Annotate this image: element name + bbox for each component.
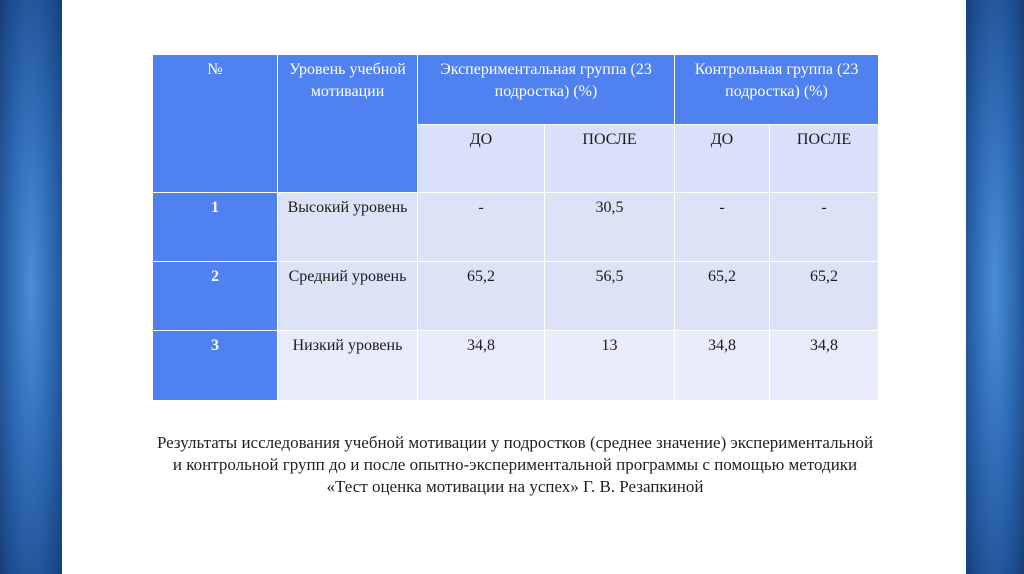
cell-value: 56,5 xyxy=(545,262,675,331)
table-row xyxy=(153,262,879,331)
slide xyxy=(62,0,966,574)
table-row xyxy=(153,331,879,401)
subheader-ctrl-after: ПОСЛЕ xyxy=(770,125,879,193)
row-level: Средний уровень xyxy=(278,262,418,331)
row-number: 1 xyxy=(153,193,278,262)
subheader-exp-after: ПОСЛЕ xyxy=(545,125,675,193)
row-number: 2 xyxy=(153,262,278,331)
row-level: Высокий уровень xyxy=(278,193,418,262)
cell-value: 30,5 xyxy=(545,193,675,262)
background-left-panel xyxy=(0,0,62,574)
header-number: № xyxy=(153,55,278,193)
background-right-panel xyxy=(966,0,1024,574)
table-row xyxy=(153,193,879,262)
subheader-exp-before: ДО xyxy=(418,125,545,193)
cell-value: 65,2 xyxy=(418,262,545,331)
cell-value: 34,8 xyxy=(770,331,879,401)
cell-value: - xyxy=(770,193,879,262)
header-experimental-group: Экспериментальная группа (23 подростка) (%) xyxy=(418,55,675,125)
row-level: Низкий уровень xyxy=(278,331,418,401)
header-control-group: Контрольная группа (23 подростка) (%) xyxy=(675,55,879,125)
table-caption: Результаты исследования учебной мотивации у подростков (среднее значение) экспериментальной и контрольной групп до и после опытно-экспериментальной программы с помощью методики «Тест оценка мотивации на успех» Г. В. Резапкиной xyxy=(156,433,874,497)
cell-value: 34,8 xyxy=(418,331,545,401)
header-motivation-level: Уровень учебной мотивации xyxy=(278,55,418,193)
results-table xyxy=(152,54,879,401)
cell-value: - xyxy=(675,193,770,262)
cell-value: 34,8 xyxy=(675,331,770,401)
subheader-ctrl-before: ДО xyxy=(675,125,770,193)
row-number: 3 xyxy=(153,331,278,401)
cell-value: 65,2 xyxy=(770,262,879,331)
cell-value: 13 xyxy=(545,331,675,401)
cell-value: 65,2 xyxy=(675,262,770,331)
cell-value: - xyxy=(418,193,545,262)
